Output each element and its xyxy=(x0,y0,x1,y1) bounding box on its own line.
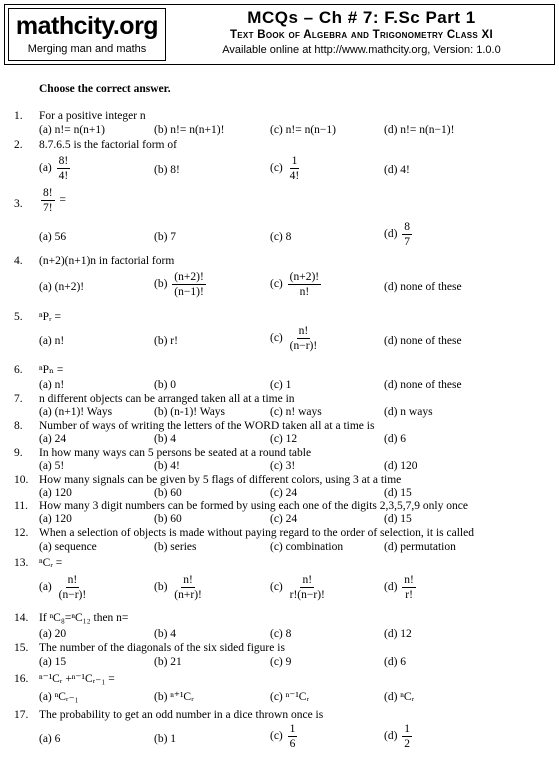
page-title: MCQs – Ch # 7: F.Sc Part 1 xyxy=(247,8,476,27)
numerator: n! xyxy=(183,574,193,586)
denominator: 7! xyxy=(43,202,53,214)
logo: mathcity.org xyxy=(15,12,159,40)
option-c xyxy=(270,722,299,751)
equals-sign: = xyxy=(59,194,66,206)
option-c xyxy=(270,573,329,602)
denominator: (n−r)! xyxy=(58,589,87,601)
option-b: (b) ⁿ⁺¹Cᵣ xyxy=(154,691,194,703)
numerator: 1 xyxy=(404,723,411,735)
fraction xyxy=(402,573,416,602)
question-number: 9. xyxy=(14,447,23,459)
option-label: (d) xyxy=(384,228,398,240)
denominator: n! xyxy=(299,286,310,298)
numerator: 1 xyxy=(291,155,298,167)
option-d: (d) 120 xyxy=(384,460,418,472)
denominator: 4! xyxy=(289,170,300,182)
option-c: (c) 24 xyxy=(270,487,298,499)
question-text: If ⁿC₈=ⁿC₁₂ then n= xyxy=(39,612,129,624)
option-c: (c) 12 xyxy=(270,433,298,445)
option-a xyxy=(39,573,90,602)
numerator: 8 xyxy=(404,221,411,233)
question-number: 6. xyxy=(14,364,23,376)
option-c xyxy=(270,324,321,353)
option-label: (b) xyxy=(154,581,168,593)
option-c: (c) n! ways xyxy=(270,406,322,418)
question-text: The number of the diagonals of the six sided figure is xyxy=(39,642,285,654)
question-text: The probability to get an odd number in a dice thrown once is xyxy=(39,709,324,721)
question-number: 4. xyxy=(14,255,23,267)
option-label: (c) xyxy=(270,581,283,593)
question-number: 15. xyxy=(14,642,29,654)
option-d: (d) none of these xyxy=(384,281,462,293)
option-d: (d) n!= n(n−1)! xyxy=(384,124,455,136)
option-a: (a) (n+1)! Ways xyxy=(39,406,113,418)
option-d: (d) 6 xyxy=(384,433,407,445)
option-a: (a) 6 xyxy=(39,733,61,745)
question-number: 13. xyxy=(14,557,29,569)
denominator: (n−1)! xyxy=(174,286,204,298)
option-d xyxy=(384,722,414,751)
option-b: (b) n!= n(n+1)! xyxy=(154,124,225,136)
option-b: (b) 60 xyxy=(154,487,182,499)
logo-box xyxy=(8,8,166,61)
option-d xyxy=(384,220,414,249)
option-c: (c) ⁿ⁻¹Cᵣ xyxy=(270,691,310,703)
fraction xyxy=(57,573,89,602)
option-a: (a) 24 xyxy=(39,433,67,445)
fraction xyxy=(288,722,298,751)
denominator: (n−r)! xyxy=(289,340,318,352)
fraction xyxy=(288,573,327,602)
denominator: 7 xyxy=(404,236,411,248)
fraction xyxy=(402,722,412,751)
availability-note: Available online at http://www.mathcity.org, Version: 1.0.0 xyxy=(222,44,501,56)
option-label: (d) xyxy=(384,581,398,593)
numerator: 8! xyxy=(43,187,53,199)
fraction xyxy=(288,270,321,299)
question-number: 3. xyxy=(14,198,23,210)
page-header xyxy=(4,4,555,65)
denominator: (n+r)! xyxy=(174,589,202,601)
numerator: n! xyxy=(298,325,309,337)
option-d: (d) 4! xyxy=(384,164,410,176)
instruction: Choose the correct answer. xyxy=(39,83,171,95)
numerator: 8! xyxy=(58,155,69,167)
question-number: 8. xyxy=(14,420,23,432)
fraction xyxy=(57,154,71,183)
question-number: 14. xyxy=(14,612,29,624)
question-text: ⁿPᵣ = xyxy=(39,311,62,323)
option-c xyxy=(270,154,303,183)
question-text: For a positive integer n xyxy=(39,110,146,122)
option-b: (b) (n-1)! Ways xyxy=(154,406,226,418)
option-d: (d) none of these xyxy=(384,335,462,347)
numerator: n! xyxy=(67,574,78,586)
option-b: (b) 60 xyxy=(154,513,182,525)
question-number: 10. xyxy=(14,474,29,486)
page-subtitle: Text Book of Algebra and Trigonometry Class XI xyxy=(229,29,494,41)
option-label: (c) xyxy=(270,332,283,344)
question-text: n different objects can be arranged taken all at a time in xyxy=(39,393,295,405)
option-a: (a) ⁿCᵣ₋₁ xyxy=(39,691,79,703)
option-b: (b) 4! xyxy=(154,460,180,472)
option-a: (a) 120 xyxy=(39,513,72,525)
denominator: 2 xyxy=(404,738,411,750)
option-c: (c) 3! xyxy=(270,460,296,472)
fraction xyxy=(288,154,302,183)
option-b: (b) r! xyxy=(154,335,178,347)
option-label: (c) xyxy=(270,730,283,742)
option-d: (d) n ways xyxy=(384,406,433,418)
option-label: (a) xyxy=(39,162,52,174)
option-b: (b) 7 xyxy=(154,231,177,243)
option-c: (c) n!= n(n−1) xyxy=(270,124,336,136)
fraction xyxy=(172,573,204,602)
denominator: 4! xyxy=(58,170,69,182)
option-label: (c) xyxy=(270,162,283,174)
question-number: 5. xyxy=(14,311,23,323)
option-b: (b) 8! xyxy=(154,164,180,176)
question-text: 8.7.6.5 is the factorial form of xyxy=(39,139,177,151)
option-c: (c) 8 xyxy=(270,628,292,640)
question-number: 16. xyxy=(14,673,29,685)
option-d: (d) 6 xyxy=(384,656,407,668)
question-text: When a selection of objects is made without paying regard to the order of selection, it is called xyxy=(39,527,474,539)
question-text: ⁿPₙ = xyxy=(39,364,64,376)
question-number: 12. xyxy=(14,527,29,539)
option-label: (d) xyxy=(384,730,398,742)
option-b xyxy=(154,270,208,299)
question-text: ⁿ⁻¹Cᵣ +ⁿ⁻¹Cᵣ₋₁ = xyxy=(39,673,115,685)
option-label: (b) xyxy=(154,278,168,290)
option-a: (a) sequence xyxy=(39,541,97,553)
option-d: (d) ⁿCᵣ xyxy=(384,691,415,703)
option-b: (b) 4 xyxy=(154,628,177,640)
question-number: 17. xyxy=(14,709,29,721)
numerator: n! xyxy=(302,574,313,586)
question-text: ⁿCᵣ = xyxy=(39,557,63,569)
question-text: (n+2)(n+1)n in factorial form xyxy=(39,255,175,267)
question-number: 1. xyxy=(14,110,23,122)
option-a: (a) 15 xyxy=(39,656,67,668)
option-b xyxy=(154,573,206,602)
fraction xyxy=(288,324,320,353)
fraction xyxy=(41,186,55,215)
option-b: (b) 21 xyxy=(154,656,182,668)
option-c: (c) 24 xyxy=(270,513,298,525)
option-c xyxy=(270,270,323,299)
option-d: (d) 12 xyxy=(384,628,412,640)
question-text: In how many ways can 5 persons be seated at a round table xyxy=(39,447,312,459)
option-b: (b) series xyxy=(154,541,197,553)
option-b: (b) 4 xyxy=(154,433,177,445)
option-d: (d) 15 xyxy=(384,487,412,499)
option-b: (b) 0 xyxy=(154,379,177,391)
option-a: (a) n! xyxy=(39,379,65,391)
question-number: 11. xyxy=(14,500,28,512)
denominator: r!(n−r)! xyxy=(289,589,325,601)
logo-tagline: Merging man and maths xyxy=(27,43,147,55)
option-d: (d) 15 xyxy=(384,513,412,525)
option-a: (a) 20 xyxy=(39,628,67,640)
question-text: How many signals can be given by 5 flags of different colors, using 3 at a time xyxy=(39,474,402,486)
option-c: (c) combination xyxy=(270,541,344,553)
numerator: (n+2)! xyxy=(289,271,320,283)
option-label: (c) xyxy=(270,278,283,290)
option-d xyxy=(384,573,418,602)
option-c: (c) 1 xyxy=(270,379,292,391)
option-a: (a) 5! xyxy=(39,460,65,472)
option-a xyxy=(39,154,72,183)
fraction xyxy=(402,220,412,249)
denominator: r! xyxy=(405,589,413,601)
option-d: (d) permutation xyxy=(384,541,456,553)
fraction xyxy=(172,270,205,299)
option-a: (a) 56 xyxy=(39,231,67,243)
numerator: 1 xyxy=(289,723,296,735)
numerator: (n+2)! xyxy=(174,271,204,283)
numerator: n! xyxy=(404,574,414,586)
header-title-block xyxy=(171,8,552,57)
question-number: 2. xyxy=(14,139,23,151)
option-a: (a) (n+2)! xyxy=(39,281,85,293)
option-d: (d) none of these xyxy=(384,379,462,391)
question-number: 7. xyxy=(14,393,23,405)
denominator: 6 xyxy=(289,738,296,750)
question-text: Number of ways of writing the letters of the WORD taken all at a time is xyxy=(39,420,375,432)
question-text: How many 3 digit numbers can be formed by using each one of the digits 2,3,5,7,9 only once xyxy=(39,500,468,512)
option-c: (c) 9 xyxy=(270,656,292,668)
option-b: (b) 1 xyxy=(154,733,177,745)
option-a: (a) 120 xyxy=(39,487,72,499)
option-a: (a) n! xyxy=(39,335,65,347)
option-label: (a) xyxy=(39,581,52,593)
option-c: (c) 8 xyxy=(270,231,292,243)
option-a: (a) n!= n(n+1) xyxy=(39,124,105,136)
question-text xyxy=(39,186,66,215)
